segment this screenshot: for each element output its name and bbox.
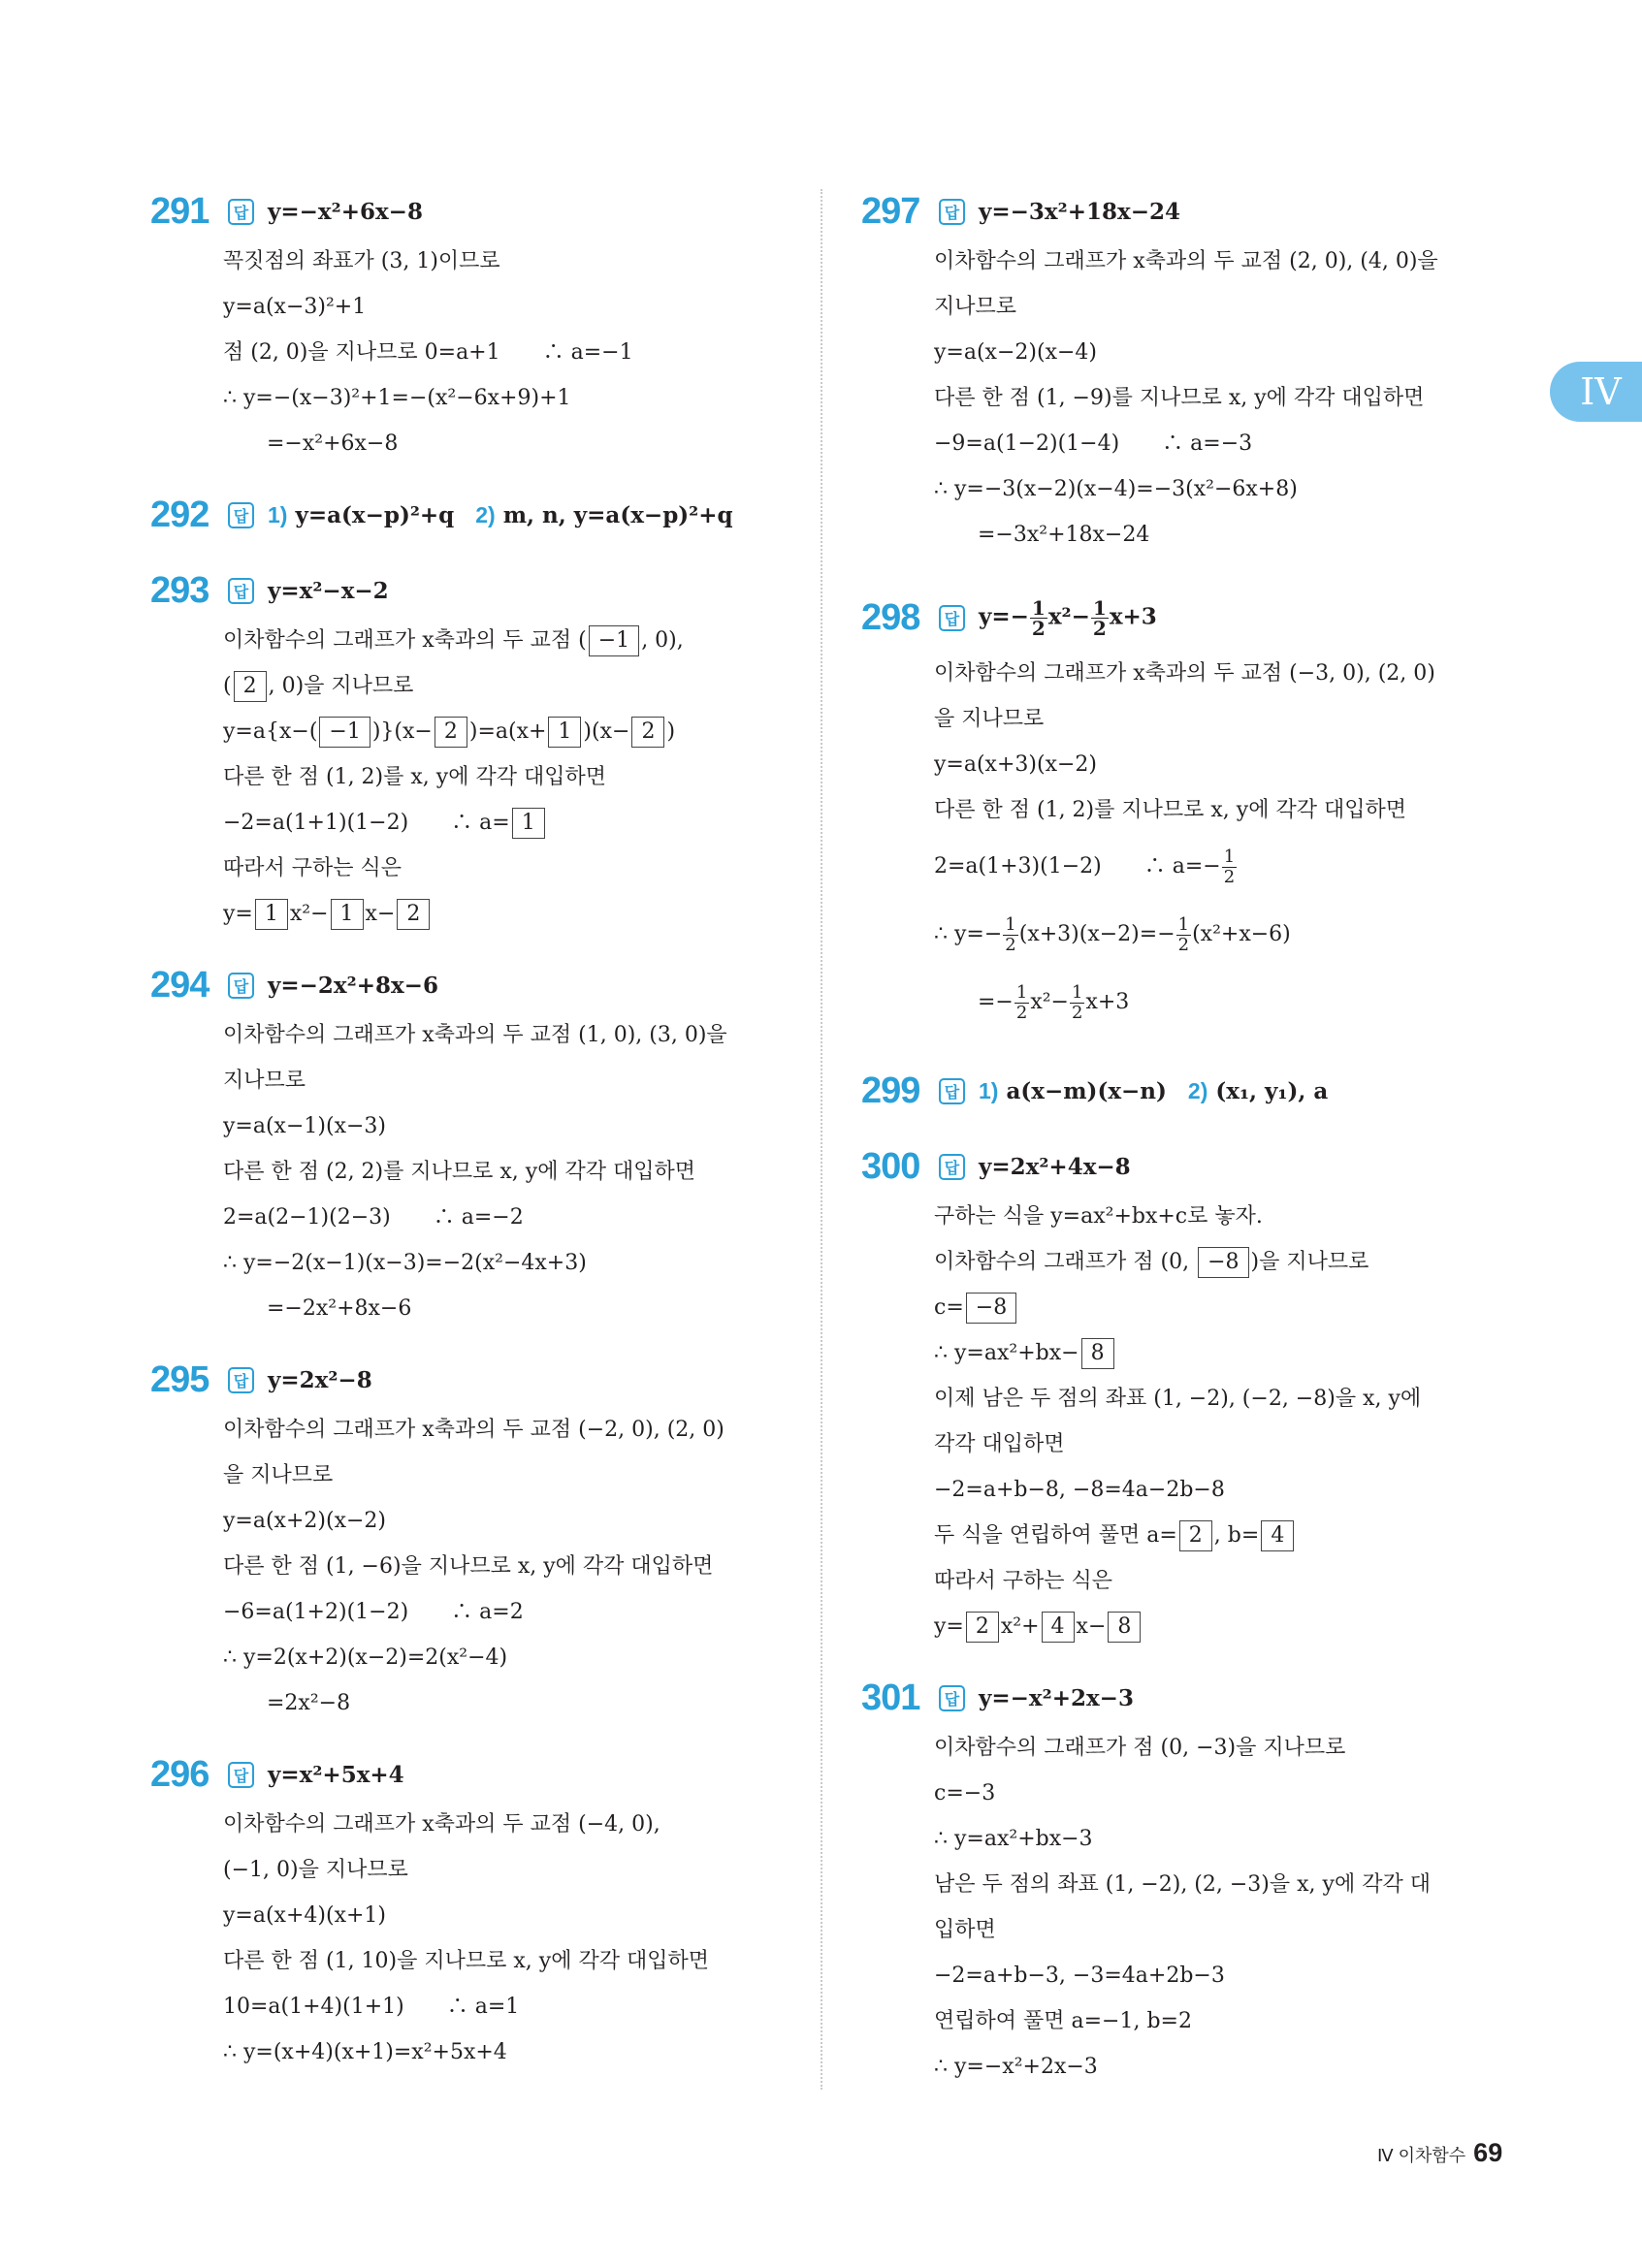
answer: a(x−m)(x−n) (1006, 1077, 1167, 1104)
answer-badge: 답 (228, 502, 254, 528)
solution-line: 두 식을 연립하여 풀면 a= 2 , b= 4 (934, 1513, 1501, 1558)
solution-line: 따라서 구하는 식은 (934, 1569, 1113, 1593)
solution-line: ∴ y=−x²+2x−3 (934, 2055, 1098, 2079)
answer-badge: 답 (228, 199, 254, 225)
problem-299 (861, 1064, 1501, 1118)
solution-line: 지나므로 (223, 1069, 306, 1093)
page-footer (1377, 2138, 1502, 2168)
solution-line: 점 (2, 0)을 지나므로 0=a+1 ∴ a=−1 (223, 340, 633, 365)
chapter-tab: IV (1550, 362, 1642, 422)
solution-line: =−x²+6x−8 (267, 431, 399, 456)
problem-number: 300 (861, 1145, 920, 1187)
blank-box: 2 (1179, 1520, 1212, 1551)
answer: y=−x²+2x−3 (979, 1684, 1134, 1711)
solution-line: −2=a+b−3, −3=4a+2b−3 (934, 1964, 1225, 1988)
solution-line: 이차함수의 그래프가 x축과의 두 교점 (−3, 0), (2, 0) (934, 661, 1435, 686)
solution-line: y= 2 x²+ 4 x− 8 (934, 1604, 1501, 1649)
answer: y=a(x−p)²+q (295, 501, 455, 528)
problem-number: 295 (150, 1358, 209, 1400)
solution-line: y=a(x−3)²+1 (223, 295, 367, 319)
answer: y=−x²+6x−8 (268, 198, 423, 225)
solution-line: −9=a(1−2)(1−4) ∴ a=−3 (934, 431, 1253, 456)
right-column (861, 184, 1501, 2090)
fraction: $\frac{1}{2}$ (1223, 846, 1236, 887)
problem-297 (861, 184, 1501, 558)
blank-box: 2 (234, 671, 267, 702)
solution-line: y=a(x+2)(x−2) (223, 1509, 386, 1533)
blank-box: 2 (966, 1612, 999, 1643)
solution-line: c= −8 (934, 1285, 1501, 1330)
solution-line: y=a(x−2)(x−4) (934, 340, 1097, 365)
solution-line: 남은 두 점의 좌표 (1, −2), (2, −3)을 x, y에 각각 대 (934, 1872, 1431, 1897)
solution-line: −2=a+b−8, −8=4a−2b−8 (934, 1478, 1225, 1502)
solution-line: =2x²−8 (267, 1691, 351, 1715)
problem-291 (150, 184, 790, 466)
answer-badge: 답 (939, 1078, 965, 1104)
solution-line: 따라서 구하는 식은 (223, 856, 402, 880)
fraction: $\frac{1}{2}$ (1031, 595, 1046, 640)
solution-line: 10=a(1+4)(1+1) ∴ a=1 (223, 1995, 520, 2019)
problem-number: 301 (861, 1677, 920, 1718)
problem-300 (861, 1139, 1501, 1649)
problem-number: 294 (150, 964, 209, 1006)
solution-line: c=−3 (934, 1781, 996, 1805)
solution-line: =− $\frac{1}{2}$ x²− $\frac{1}{2}$ x+3 (978, 981, 1130, 1023)
subpart-label: 1) (268, 501, 288, 527)
page-number: 69 (1473, 2138, 1503, 2167)
solution-line: 다른 한 점 (1, −6)을 지나므로 x, y에 각각 대입하면 (223, 1554, 714, 1579)
solution-line: (−1, 0)을 지나므로 (223, 1858, 408, 1882)
blank-box: −1 (319, 717, 370, 748)
problem-292 (150, 488, 790, 542)
blank-box: 4 (1042, 1612, 1075, 1643)
solution-line: 꼭짓점의 좌표가 (3, 1)이므로 (223, 249, 500, 273)
blank-box: 1 (512, 808, 545, 839)
answer: y=2x²−8 (268, 1366, 372, 1393)
solution-line: =−2x²+8x−6 (267, 1296, 412, 1321)
solution-line: 이차함수의 그래프가 점 (0, −8 )을 지나므로 (934, 1239, 1501, 1285)
solution-line: 다른 한 점 (1, 2)를 x, y에 각각 대입하면 (223, 765, 606, 789)
solution-line: 이차함수의 그래프가 x축과의 두 교점 ( −1 , 0), (223, 618, 790, 663)
blank-box: 4 (1261, 1520, 1294, 1551)
problem-number: 291 (150, 190, 209, 232)
problem-number: 299 (861, 1070, 920, 1111)
fraction: $\frac{1}{2}$ (1005, 913, 1016, 955)
problem-294 (150, 958, 790, 1331)
blank-box: −8 (1198, 1247, 1248, 1278)
answer-badge: 답 (939, 199, 965, 225)
solution-line: 이차함수의 그래프가 점 (0, −3)을 지나므로 (934, 1736, 1346, 1760)
answer-badge: 답 (228, 1762, 254, 1788)
fraction: $\frac{1}{2}$ (1092, 595, 1107, 640)
subpart-label: 2) (1187, 1077, 1208, 1103)
solution-line: 이차함수의 그래프가 x축과의 두 교점 (−4, 0), (223, 1812, 660, 1837)
solution-line: ∴ y=ax²+bx− 8 (934, 1330, 1501, 1376)
left-column (150, 184, 790, 2075)
answer: y=2x²+4x−8 (979, 1153, 1131, 1180)
answer: (x₁, y₁), a (1215, 1077, 1329, 1104)
solution-line: 이차함수의 그래프가 x축과의 두 교점 (2, 0), (4, 0)을 (934, 249, 1438, 273)
blank-box: 2 (631, 717, 664, 748)
blank-box: 2 (397, 899, 430, 930)
fraction: $\frac{1}{2}$ (1072, 981, 1083, 1023)
solution-line: 이차함수의 그래프가 x축과의 두 교점 (−2, 0), (2, 0) (223, 1418, 724, 1442)
answer: y=x²+5x+4 (268, 1761, 404, 1788)
answer-badge: 답 (939, 1154, 965, 1180)
problem-296 (150, 1747, 790, 2075)
fraction: $\frac{1}{2}$ (1177, 913, 1190, 955)
solution-line: ( 2 , 0)을 지나므로 (223, 663, 790, 709)
blank-box: 1 (331, 899, 364, 930)
solution-line: 각각 대입하면 (934, 1432, 1065, 1456)
solution-line: 다른 한 점 (2, 2)를 지나므로 x, y에 각각 대입하면 (223, 1160, 695, 1184)
problem-number: 293 (150, 569, 209, 611)
answer-badge: 답 (228, 578, 254, 604)
solution-line: 다른 한 점 (1, −9)를 지나므로 x, y에 각각 대입하면 (934, 386, 1425, 410)
blank-box: −1 (589, 625, 639, 656)
problem-295 (150, 1353, 790, 1726)
answer-badge: 답 (939, 605, 965, 631)
blank-box: 1 (548, 717, 581, 748)
problem-number: 298 (861, 596, 920, 638)
solution-line: 을 지나므로 (223, 1463, 334, 1487)
solution-line: y=a(x−1)(x−3) (223, 1114, 386, 1138)
problem-298 (861, 585, 1501, 1037)
answer: y=x²−x−2 (268, 577, 389, 604)
answer: y=−3x²+18x−24 (979, 198, 1180, 225)
solution-line: 이제 남은 두 점의 좌표 (1, −2), (−2, −8)을 x, y에 (934, 1387, 1422, 1411)
problem-301 (861, 1671, 1501, 2090)
solution-line: −6=a(1+2)(1−2) ∴ a=2 (223, 1600, 524, 1624)
solution-line: ∴ y=ax²+bx−3 (934, 1827, 1093, 1851)
answer-badge: 답 (939, 1685, 965, 1711)
solution-line: ∴ y=−3(x−2)(x−4)=−3(x²−6x+8) (934, 477, 1298, 501)
solution-line: ∴ y=− $\frac{1}{2}$ (x+3)(x−2)=− $\frac{1}{2}$ (x²+x−6) (934, 913, 1291, 955)
solution-line: 지나므로 (934, 295, 1017, 319)
fraction: $\frac{1}{2}$ (1015, 981, 1028, 1023)
answer: m, n, y=a(x−p)²+q (502, 501, 733, 528)
solution-line: −2=a(1+1)(1−2) ∴ a= 1 (223, 800, 790, 846)
solution-line: 이차함수의 그래프가 x축과의 두 교점 (1, 0), (3, 0)을 (223, 1023, 727, 1047)
problem-number: 296 (150, 1753, 209, 1795)
answer: y=− $\frac{1}{2}$ x²− $\frac{1}{2}$ x+3 (979, 595, 1157, 640)
problem-number: 297 (861, 190, 920, 232)
blank-box: 2 (435, 717, 467, 748)
problem-number: 292 (150, 494, 209, 535)
blank-box: 8 (1108, 1612, 1141, 1643)
blank-box: 1 (255, 899, 288, 930)
solution-line: ∴ y=−2(x−1)(x−3)=−2(x²−4x+3) (223, 1251, 587, 1275)
solution-line: 구하는 식을 y=ax²+bx+c로 놓자. (934, 1204, 1263, 1229)
subpart-label: 1) (979, 1077, 999, 1103)
footer-chapter: Ⅳ 이차함수 (1377, 2146, 1466, 2165)
solution-line: 2=a(1+3)(1−2) ∴ a=− $\frac{1}{2}$ (934, 846, 1236, 887)
solution-line: 연립하여 풀면 a=−1, b=2 (934, 2009, 1192, 2033)
solution-line: ∴ y=(x+4)(x+1)=x²+5x+4 (223, 2040, 507, 2064)
answer-badge: 답 (228, 973, 254, 999)
solution-line: y=a{x−( −1 )}(x− 2 )=a(x+ 1 )(x− 2 ) (223, 709, 790, 754)
answer-badge: 답 (228, 1367, 254, 1393)
solution-line: 을 지나므로 (934, 707, 1045, 731)
subpart-label: 2) (475, 501, 496, 527)
blank-box: −8 (966, 1293, 1016, 1324)
solution-line: y=a(x+4)(x+1) (223, 1903, 386, 1928)
blank-box: 8 (1081, 1338, 1114, 1369)
solution-line: 입하면 (934, 1918, 996, 1942)
solution-line: 다른 한 점 (1, 10)을 지나므로 x, y에 각각 대입하면 (223, 1949, 709, 1973)
solution-line: y=a(x+3)(x−2) (934, 752, 1097, 777)
solution-line: 2=a(2−1)(2−3) ∴ a=−2 (223, 1205, 524, 1230)
column-divider (821, 189, 822, 2090)
solution-line: y= 1 x²− 1 x− 2 (223, 891, 790, 937)
solution-line: ∴ y=2(x+2)(x−2)=2(x²−4) (223, 1645, 508, 1670)
answer: y=−2x²+8x−6 (268, 972, 438, 999)
problem-293 (150, 563, 790, 937)
solution-line: 다른 한 점 (1, 2)를 지나므로 x, y에 각각 대입하면 (934, 798, 1406, 822)
solution-line: =−3x²+18x−24 (978, 523, 1150, 547)
solution-line: ∴ y=−(x−3)²+1=−(x²−6x+9)+1 (223, 386, 571, 410)
